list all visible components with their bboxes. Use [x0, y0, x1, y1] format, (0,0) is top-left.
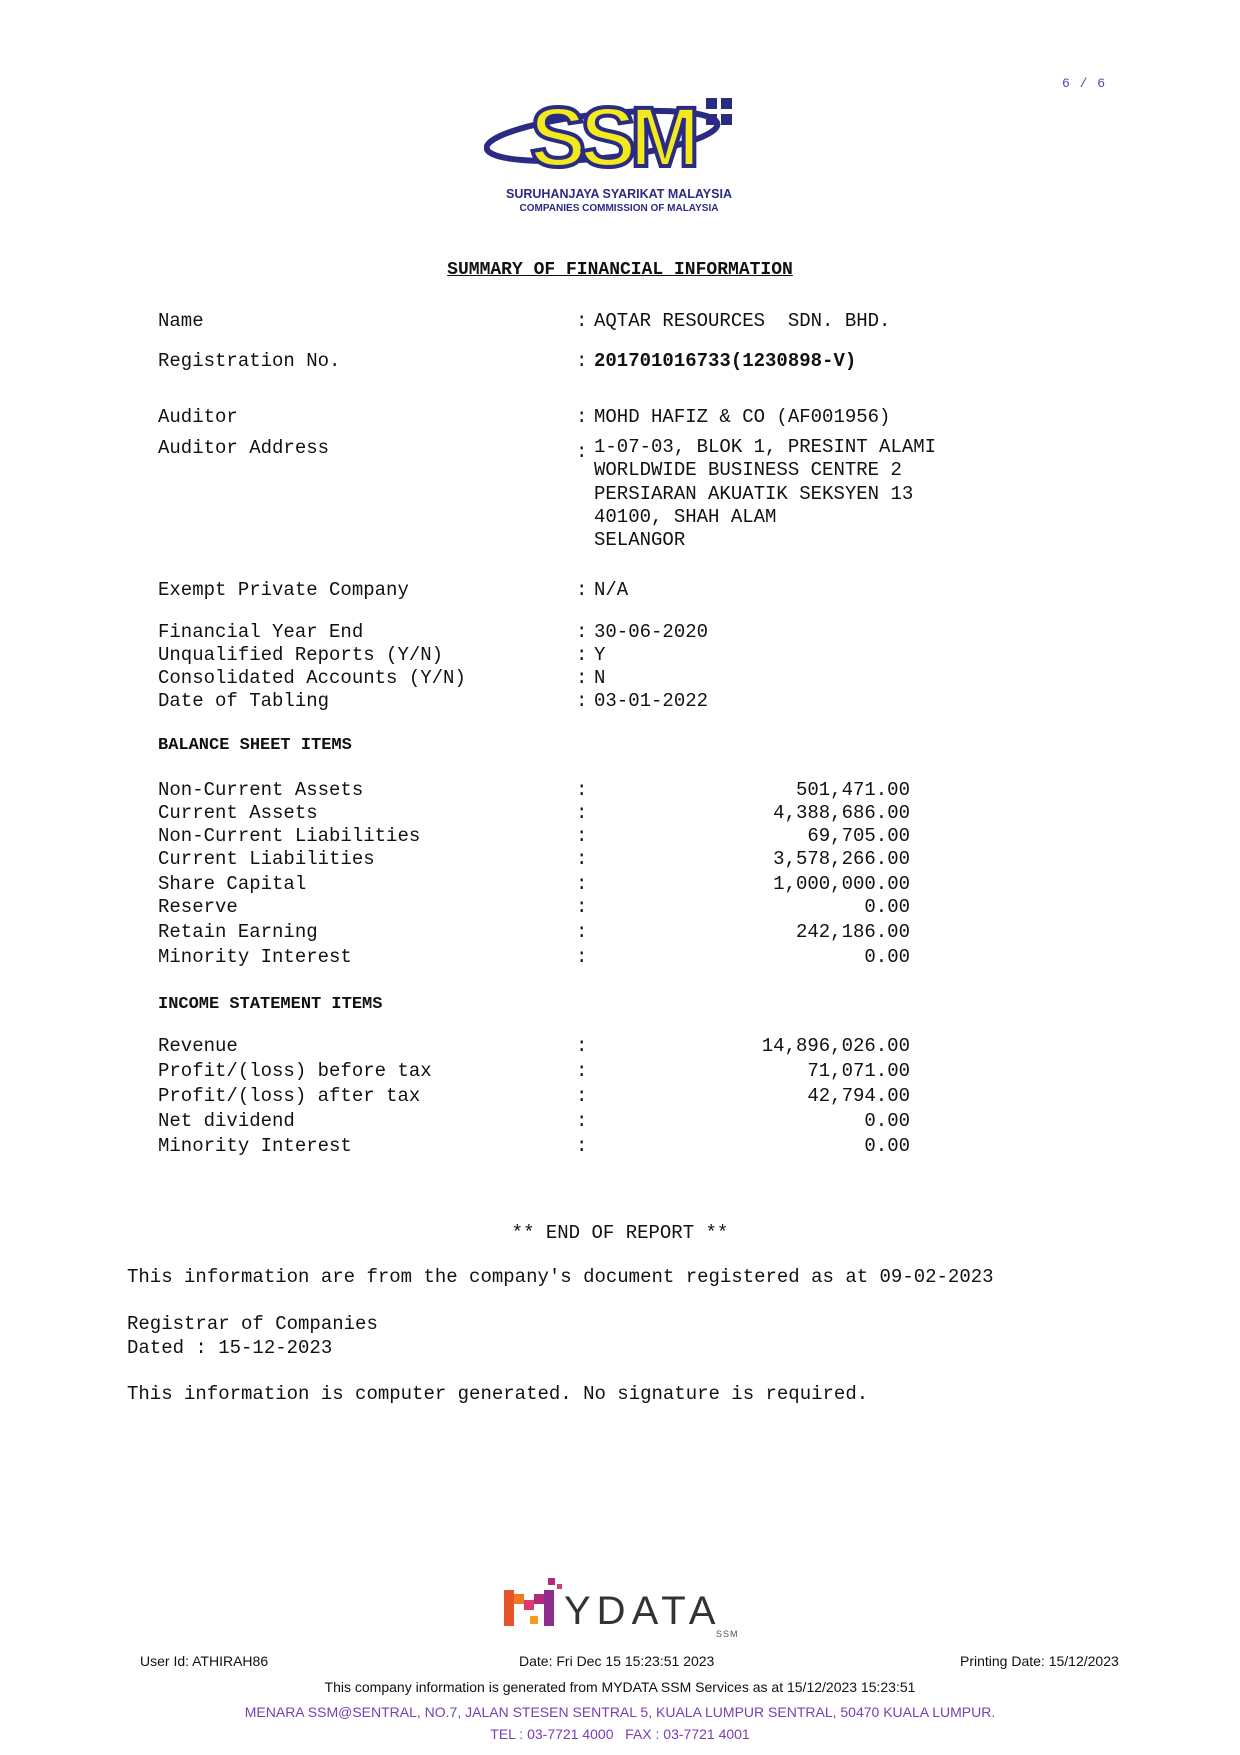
svg-text:YDATA: YDATA	[564, 1589, 722, 1633]
colon: :	[576, 802, 588, 824]
company-name-row	[158, 310, 978, 334]
registrar-label: Registrar of Companies	[127, 1313, 378, 1335]
auditor-address	[594, 436, 936, 552]
income-row	[158, 1110, 978, 1134]
balance-row	[158, 921, 978, 945]
item-value: 42,794.00	[807, 1085, 910, 1107]
address-line: WORLDWIDE BUSINESS CENTRE 2	[594, 459, 902, 482]
income-row	[158, 1085, 978, 1109]
balance-row	[158, 946, 978, 970]
item-label: Profit/(loss) after tax	[158, 1085, 421, 1107]
unqualified-value: Y	[594, 644, 606, 666]
colon: :	[576, 1085, 588, 1107]
field-label: Date of Tabling	[158, 690, 330, 712]
colon: :	[576, 621, 588, 643]
balance-sheet-heading: BALANCE SHEET ITEMS	[158, 736, 352, 755]
item-label: Current Liabilities	[158, 848, 375, 870]
page-number: 6 / 6	[1062, 76, 1107, 91]
item-label: Reserve	[158, 896, 238, 918]
colon: :	[576, 406, 588, 428]
item-label: Share Capital	[158, 873, 307, 895]
colon: :	[576, 441, 588, 463]
balance-row	[158, 873, 978, 897]
field-label: Auditor Address	[158, 437, 330, 459]
field-label: Consolidated Accounts (Y/N)	[158, 667, 466, 689]
field-label: Exempt Private Company	[158, 579, 409, 601]
colon: :	[576, 873, 588, 895]
item-value: 0.00	[864, 896, 910, 918]
exempt-row	[158, 579, 978, 603]
colon: :	[576, 1060, 588, 1082]
balance-row	[158, 825, 978, 849]
page-title: SUMMARY OF FINANCIAL INFORMATION	[447, 260, 793, 280]
computer-generated-note: This information is computer generated. No signature is required.	[127, 1383, 869, 1405]
field-label: Financial Year End	[158, 621, 364, 643]
consolidated-row	[158, 667, 978, 691]
address-line: SELANGOR	[594, 529, 686, 552]
fye-value: 30-06-2020	[594, 621, 709, 643]
registration-note: This information are from the company's document registered as at 09-02-2023	[127, 1266, 994, 1288]
print-date-time: Date: Fri Dec 15 15:23:51 2023	[519, 1653, 715, 1669]
unqualified-row	[158, 644, 978, 668]
colon: :	[576, 848, 588, 870]
colon: :	[576, 667, 588, 689]
field-label: Auditor	[158, 406, 238, 428]
item-value: 0.00	[864, 946, 910, 968]
item-label: Non-Current Liabilities	[158, 825, 421, 847]
tabling-value: 03-01-2022	[594, 690, 709, 712]
address-line: 40100, SHAH ALAM	[594, 505, 777, 528]
income-row	[158, 1060, 978, 1084]
income-row	[158, 1135, 978, 1159]
colon: :	[576, 1035, 588, 1057]
company-name: AQTAR RESOURCES SDN. BHD.	[594, 310, 891, 332]
balance-row	[158, 848, 978, 872]
field-label: Name	[158, 310, 204, 332]
item-label: Non-Current Assets	[158, 779, 364, 801]
item-value: 501,471.00	[795, 779, 910, 801]
colon: :	[576, 1135, 588, 1157]
item-value: 242,186.00	[795, 921, 910, 943]
colon: :	[576, 921, 588, 943]
balance-row	[158, 896, 978, 920]
printing-date: Printing Date: 15/12/2023	[960, 1653, 1119, 1669]
item-value: 4,388,686.00	[773, 802, 910, 824]
colon: :	[576, 690, 588, 712]
footer-contact: TEL : 03-7721 4000 FAX : 03-7721 4001	[490, 1726, 750, 1742]
balance-row	[158, 802, 978, 826]
org-name-malay: SURUHANJAYA SYARIKAT MALAYSIA	[506, 187, 732, 201]
item-label: Revenue	[158, 1035, 238, 1057]
footer-address: MENARA SSM@SENTRAL, NO.7, JALAN STESEN SENTRAL 5, KUALA LUMPUR SENTRAL, 50470 KUALA LUMPUR.	[244, 1704, 996, 1720]
item-value: 1,000,000.00	[773, 873, 910, 895]
auditor-name: MOHD HAFIZ & CO (AF001956)	[594, 406, 891, 428]
dated-text: Dated : 15-12-2023	[127, 1337, 333, 1359]
item-label: Net dividend	[158, 1110, 295, 1132]
item-value: 71,071.00	[807, 1060, 910, 1082]
item-value: 69,705.00	[807, 825, 910, 847]
mydata-logo	[500, 1576, 740, 1640]
end-of-report: ** END OF REPORT **	[511, 1222, 729, 1244]
item-value: 0.00	[864, 1110, 910, 1132]
generated-note: This company information is generated from MYDATA SSM Services as at 15/12/2023 15:23:51	[324, 1679, 916, 1695]
item-value: 0.00	[864, 1135, 910, 1157]
item-value: 3,578,266.00	[773, 848, 910, 870]
org-name-english: COMPANIES COMMISSION OF MALAYSIA	[519, 203, 719, 214]
fye-row	[158, 621, 978, 645]
field-label: Unqualified Reports (Y/N)	[158, 644, 444, 666]
colon: :	[576, 1110, 588, 1132]
consolidated-value: N	[594, 667, 606, 689]
colon: :	[576, 779, 588, 801]
item-value: 14,896,026.00	[761, 1035, 910, 1057]
field-label: Registration No.	[158, 350, 341, 372]
item-label: Minority Interest	[158, 946, 352, 968]
address-line: 1-07-03, BLOK 1, PRESINT ALAMI	[594, 436, 937, 458]
item-label: Profit/(loss) before tax	[158, 1060, 432, 1082]
item-label: Retain Earning	[158, 921, 318, 943]
colon: :	[576, 896, 588, 918]
exempt-value: N/A	[594, 579, 629, 601]
item-label: Current Assets	[158, 802, 318, 824]
svg-text:SSM: SSM	[530, 90, 695, 184]
balance-row	[158, 779, 978, 803]
colon: :	[576, 825, 588, 847]
income-row	[158, 1035, 978, 1059]
address-line: PERSIARAN AKUATIK SEKSYEN 13	[594, 482, 914, 505]
user-id: User Id: ATHIRAH86	[140, 1653, 269, 1669]
colon: :	[576, 350, 588, 372]
registration-number: 201701016733(1230898-V)	[594, 350, 857, 372]
item-label: Minority Interest	[158, 1135, 352, 1157]
svg-text:SSM: SSM	[716, 1629, 739, 1639]
colon: :	[576, 644, 588, 666]
income-statement-heading: INCOME STATEMENT ITEMS	[158, 995, 383, 1014]
colon: :	[576, 946, 588, 968]
auditor-row	[158, 406, 978, 430]
registration-row	[158, 350, 978, 374]
colon: :	[576, 579, 588, 601]
colon: :	[576, 310, 588, 332]
tabling-row	[158, 690, 978, 714]
